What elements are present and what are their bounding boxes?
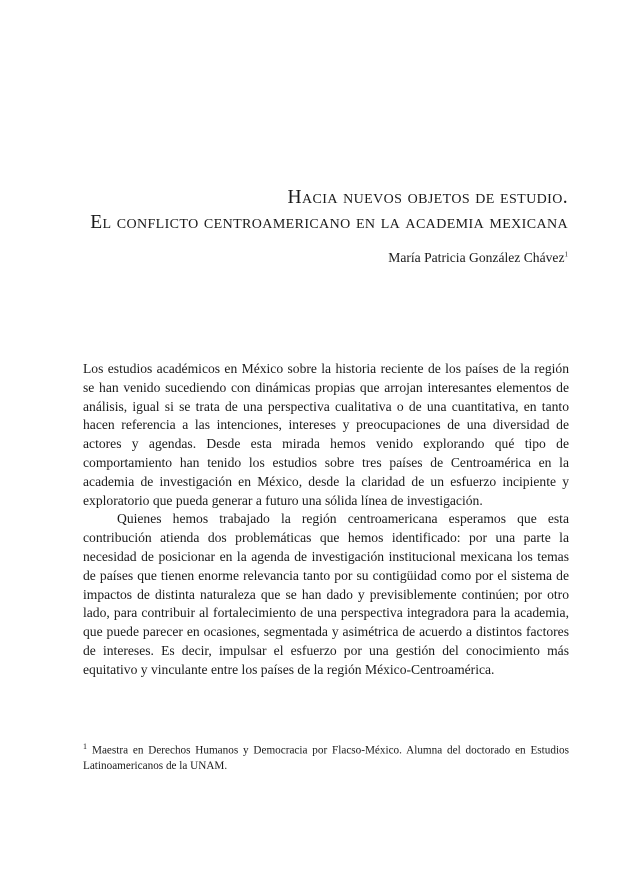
chapter-title-line-1: Hacia nuevos objetos de estudio.: [287, 187, 568, 208]
footnote-text: Maestra en Derechos Humanos y Democracia por Flacso-México. Alumna del doctorado en Estudios Latinoamericanos de la UNAM.: [83, 744, 569, 773]
paragraph-1: Los estudios académicos en México sobre la historia reciente de los países de la región se han venido sucediendo con dinámicas propias que arrojan interesantes elementos de análisis, igual si se trata de una perspectiva cualitativa o de una cuantitativa, en tanto hacen referencia a las intenciones, intereses y preocupaciones de una diversidad de actores y agendas. Desde esta mirada hemos venido explorando qué tipo de comportamiento han tenido los estudios sobre tres países de Centroamérica en la academia de investigación en México, desde la claridad de un esfuerzo incipiente y exploratorio que pueda generar a futuro una sólida línea de investigación.: [83, 361, 569, 508]
author-footnote-ref: 1: [564, 250, 568, 259]
author-name: María Patricia González Chávez: [388, 250, 565, 265]
paragraph-2: Quienes hemos trabajado la región centroamericana esperamos que esta contribución atienda dos problemáticas que hemos identificado: por una parte la necesidad de posicionar en la agenda de investigación institucional mexicana los temas de países que tienen enorme relevancia tanto por su contigüidad como por el sistema de impactos de distinta naturaleza que se han dado y previsiblemente continúen; por otro lado, para contribuir al fortalecimiento de una perspectiva integradora para la academia, que puede parecer en ocasiones, segmentada y asimétrica de acuerdo a distintos factores de intereses. Es decir, impulsar el esfuerzo por una gestión del conocimiento más equitativo y vinculante entre los países de la región México-Centroamérica.: [83, 511, 569, 677]
footnote: [83, 739, 569, 775]
body-text: [83, 360, 569, 680]
author-line: [388, 250, 568, 266]
footnote-number: 1: [83, 742, 87, 751]
chapter-title-line-2: El conflicto centroamericano en la academia mexicana: [90, 212, 568, 233]
